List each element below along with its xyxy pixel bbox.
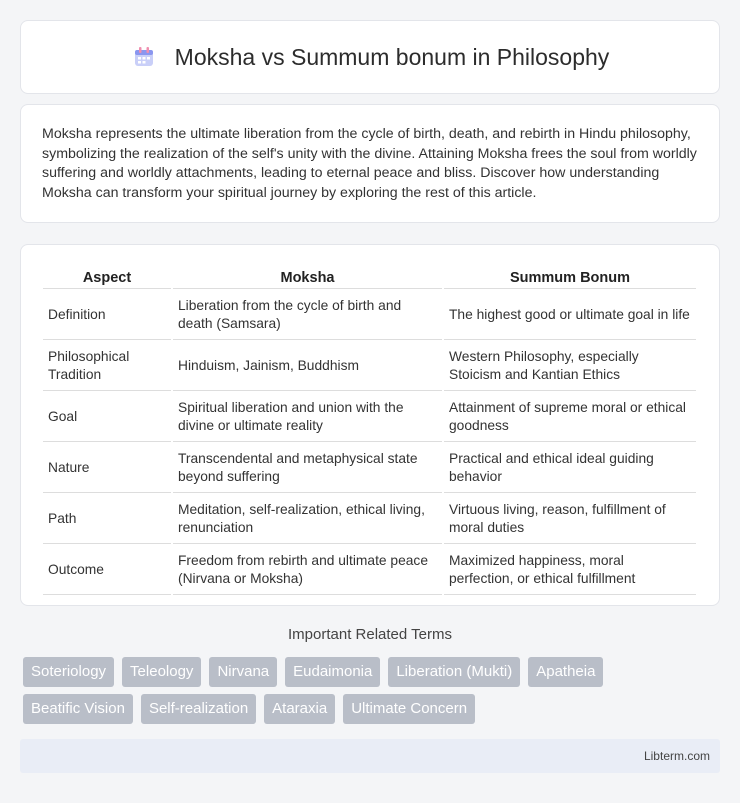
table-cell: Transcendental and metaphysical state beyond suffering [173, 444, 442, 493]
table-cell: Hinduism, Jainism, Buddhism [173, 342, 442, 391]
table-cell: Freedom from rebirth and ultimate peace (Nirvana or Moksha) [173, 546, 442, 595]
column-header-aspect: Aspect [43, 267, 171, 289]
page-title: Moksha vs Summum bonum in Philosophy [174, 43, 610, 70]
table-cell: The highest good or ultimate goal in life [444, 291, 696, 340]
tag-beatific-vision[interactable]: Beatific Vision [23, 694, 133, 724]
title-card [20, 20, 720, 94]
table-cell: Maximized happiness, moral perfection, or ethical fulfillment [444, 546, 696, 595]
related-terms-heading: Important Related Terms [288, 626, 452, 643]
table-cell: Outcome [43, 546, 171, 595]
site-credit[interactable]: Libterm.com [643, 749, 710, 763]
tag-nirvana[interactable]: Nirvana [209, 657, 277, 687]
tag-teleology[interactable]: Teleology [122, 657, 201, 687]
table-cell: Nature [43, 444, 171, 493]
calendar-icon [131, 44, 157, 70]
tag-row [23, 657, 723, 687]
tag-ataraxia[interactable]: Ataraxia [264, 694, 335, 724]
tag-soteriology[interactable]: Soteriology [23, 657, 114, 687]
table-row [43, 342, 696, 391]
column-header-summum-bonum: Summum Bonum [444, 267, 696, 289]
tag-liberation-mukti[interactable]: Liberation (Mukti) [388, 657, 520, 687]
intro-card [20, 104, 720, 223]
table-cell: Attainment of supreme moral or ethical goodness [444, 393, 696, 442]
table-cell: Definition [43, 291, 171, 340]
table-cell: Meditation, self-realization, ethical living, renunciation [173, 495, 442, 544]
table-row [43, 393, 696, 442]
table-cell: Spiritual liberation and union with the divine or ultimate reality [173, 393, 442, 442]
column-header-moksha: Moksha [173, 267, 442, 289]
table-cell: Path [43, 495, 171, 544]
tag-row [23, 694, 723, 724]
intro-paragraph: Moksha represents the ultimate liberation from the cycle of birth, death, and rebirth in Hindu philosophy, symbolizing the realization of the self's unity with the divine. Attaining Moksha frees the soul from worldly suffering and worldly attachments, leading to eternal peace and bliss. Discover how understanding Moksha can transform your spiritual journey by exploring the rest of this article. [42, 126, 697, 201]
related-terms-list [23, 657, 723, 731]
table-row [43, 546, 696, 595]
table-row [43, 291, 696, 340]
tag-apatheia[interactable]: Apatheia [528, 657, 603, 687]
tag-eudaimonia[interactable]: Eudaimonia [285, 657, 380, 687]
table-cell: Philosophical Tradition [43, 342, 171, 391]
table-cell: Practical and ethical ideal guiding behavior [444, 444, 696, 493]
table-cell: Goal [43, 393, 171, 442]
table-row [43, 444, 696, 493]
table-cell: Western Philosophy, especially Stoicism and Kantian Ethics [444, 342, 696, 391]
table-row [43, 495, 696, 544]
comparison-card [20, 244, 720, 606]
tag-self-realization[interactable]: Self-realization [141, 694, 256, 724]
comparison-table [41, 265, 698, 597]
table-header-row [43, 267, 696, 289]
footer-bar [20, 739, 720, 773]
tag-ultimate-concern[interactable]: Ultimate Concern [343, 694, 475, 724]
table-cell: Liberation from the cycle of birth and death (Samsara) [173, 291, 442, 340]
table-cell: Virtuous living, reason, fulfillment of moral duties [444, 495, 696, 544]
